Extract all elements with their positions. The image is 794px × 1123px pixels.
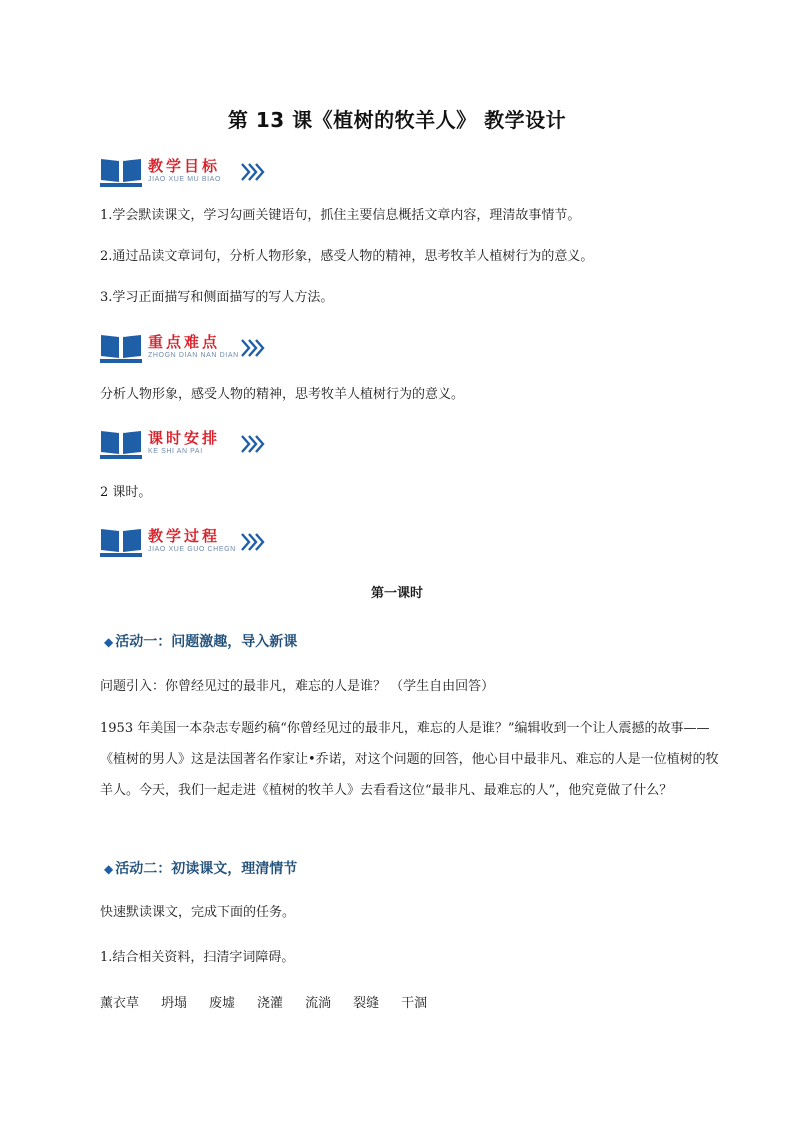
- goal-item: 1.学会默读课文，学习勾画关键语句，抓住主要信息概括文章内容，理清故事情节。: [100, 208, 581, 223]
- vocab-word: 干涸: [401, 996, 428, 1011]
- section-header-schedule: [100, 427, 280, 463]
- section-title: 教学目标: [148, 157, 221, 175]
- section-header-process: [100, 525, 280, 561]
- vocabulary-list: [100, 992, 449, 1011]
- section-pinyin: ZHOGN DIAN NAN DIAN: [148, 352, 239, 359]
- vocab-word: 废墟: [209, 996, 236, 1011]
- section-pinyin: KE SHI AN PAI: [148, 448, 203, 455]
- intro-paragraph: 1953 年美国一本杂志专题约稿“你曾经见过的最非凡，难忘的人是谁？”编辑收到一个让人震撼的故事——《植树的男人》这是法国著名作家让•乔诺，对这个问题的回答，他心目中最非凡、难忘的人是一位植树的牧羊人。今天，我们一起走进《植树的牧羊人》去看看这位“最非凡、最难忘的人”，他究竟做了什么？: [100, 721, 719, 798]
- section-pinyin: JIAO XUE MU BIAO: [148, 176, 221, 183]
- section-header-teaching-goals: [100, 155, 280, 191]
- triple-chevron-icon: [240, 531, 266, 553]
- section-title: 课时安排: [148, 429, 221, 447]
- triple-chevron-icon: [240, 433, 266, 455]
- section-pinyin: JIAO XUE GUO CHEGN: [148, 546, 236, 553]
- diamond-bullet-icon: ◆: [104, 862, 114, 876]
- key-points-text: 分析人物形象，感受人物的精神，思考牧羊人植树行为的意义。: [100, 387, 465, 402]
- open-book-icon: [100, 333, 142, 363]
- vocab-word: 薰衣草: [100, 996, 140, 1011]
- diamond-bullet-icon: ◆: [104, 635, 114, 649]
- open-book-icon: [100, 157, 142, 187]
- goal-item: 2.通过品读文章词句，分析人物形象，感受人物的精神，思考牧羊人植树行为的意义。: [100, 249, 594, 264]
- section-title: 教学过程: [148, 527, 221, 545]
- activity-title: 活动一：问题激趣，导入新课: [115, 634, 298, 650]
- vocab-word: 浇灌: [257, 996, 284, 1011]
- question-intro: 问题引入：你曾经见过的最非凡，难忘的人是谁？ （学生自由回答）: [100, 679, 495, 694]
- section-header-key-points: [100, 331, 280, 367]
- open-book-icon: [100, 527, 142, 557]
- activity-heading: [104, 631, 297, 651]
- triple-chevron-icon: [240, 161, 266, 183]
- vocab-word: 坍塌: [161, 996, 188, 1011]
- lesson-heading: 第一课时: [370, 586, 423, 601]
- vocab-word: 裂缝: [353, 996, 380, 1011]
- goal-item: 3.学习正面描写和侧面描写的写人方法。: [100, 290, 334, 305]
- open-book-icon: [100, 429, 142, 459]
- triple-chevron-icon: [240, 337, 266, 359]
- schedule-text: 2 课时。: [100, 485, 152, 500]
- activity-heading: [104, 858, 297, 878]
- vocab-word: 流淌: [305, 996, 332, 1011]
- section-title: 重点难点: [148, 333, 221, 351]
- document-title: 第 13 课《植树的牧羊人》 教学设计: [227, 108, 567, 132]
- task-instruction: 快速默读课文，完成下面的任务。: [100, 905, 296, 920]
- task-item: 1.结合相关资料，扫清字词障碍。: [100, 950, 295, 965]
- activity-title: 活动二：初读课文，理清情节: [115, 861, 298, 877]
